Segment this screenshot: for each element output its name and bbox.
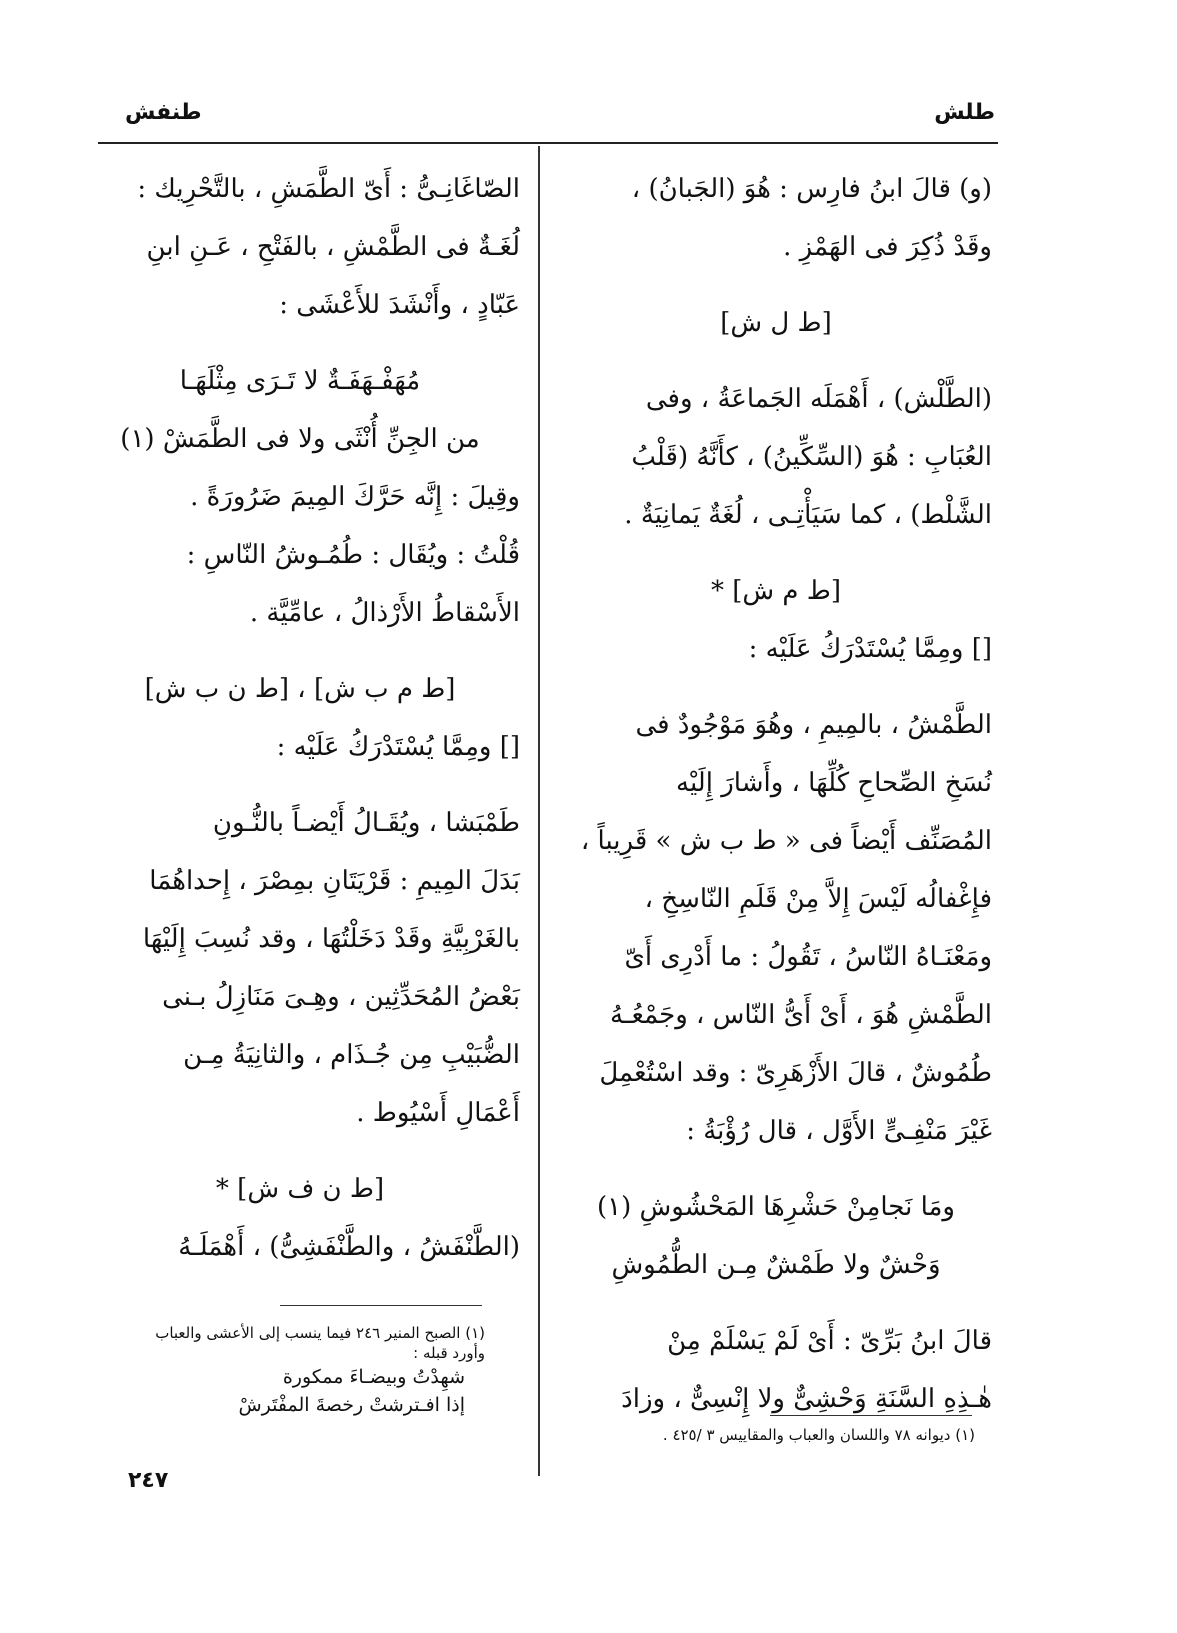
right-column <box>560 160 992 1428</box>
text-line: الأَسْقاطُ الأَرْذالُ ، عامِّيَّة . <box>249 598 520 628</box>
page-number: ٢٤٧ <box>128 1468 169 1493</box>
header-rule <box>98 142 998 144</box>
footnote-poem-line: إذا افـترشتْ رخصةَ المفْتَرشْ <box>238 1394 465 1416</box>
footnote-rule-left <box>280 1305 482 1306</box>
footnote-line: (١) الصبح المنير ٢٤٦ فيما ينسب إلى الأعشى والعباب <box>155 1324 485 1342</box>
text-line: بالغَرْبِيَّةِ وقَدْ دَخَلْتُهَا ، وقد نُسِبَ إِلَيْهَا <box>142 924 520 954</box>
text-line: قُلْتُ : ويُقَال : طُمُـوشُ النّاسِ : <box>186 540 520 570</box>
text-line: (الطَّنْفَشُ ، والطَّنْفَشِىُّ) ، أَهْمَلَـهُ <box>178 1232 520 1262</box>
text-line: المُصَنِّف أَيْضاً فى « ط ب ش » قَرِيباً ، <box>580 826 992 856</box>
verse-line: من الجِنِّ أُنْثَى ولا فى الطَّمَشْ (١) <box>120 424 480 454</box>
mustadrak-line: [] ومِمَّا يُسْتَدْرَكُ عَلَيْه : <box>276 732 520 762</box>
text-line: الطَّمْشِ هُوَ ، أَىْ أَىُّ النّاس ، وجَمْعُـهُ <box>610 1000 992 1030</box>
text-line: الشَّلْط) ، كما سَيَأْتِـى ، لُغَةٌ يَمانِيَةٌ . <box>624 500 992 530</box>
verse-line: مُهَفْـهَفَـةٌ لا تَـرَى مِثْلَهَـا <box>179 366 421 396</box>
entry-heading: [ط م ش] * <box>711 576 841 606</box>
mustadrak-line: [] ومِمَّا يُسْتَدْرَكُ عَلَيْه : <box>748 634 992 664</box>
text-line: الطَّمْشُ ، بالمِيمِ ، وهُوَ مَوْجُودٌ فى <box>635 710 992 740</box>
text-line: (و) قالَ ابنُ فارِس : هُوَ (الجَبانُ) ، <box>631 174 992 204</box>
text-line: طَمْبَشا ، ويُقَـالُ أَيْضـاً بالنُّـونِ <box>212 808 520 838</box>
text-line: طُمُوشٌ ، قالَ الأَزْهَرِىّ : وقد اسْتُعْمِلَ <box>599 1058 992 1088</box>
footnote-rule-right <box>770 1415 972 1416</box>
entry-heading: [ط م ب ش] ، [ط ن ب ش] <box>144 674 456 704</box>
text-line: أَعْمَالِ أَسْيُوط . <box>356 1098 520 1128</box>
text-line: غَيْرَ مَنْفِـىٍّ الأَوَّل ، قال رُؤْبَةُ : <box>686 1116 992 1146</box>
text-line: فإِغْفالُه لَيْسَ إِلاَّ مِنْ قَلَمِ النّاسِخِ ، <box>644 884 992 914</box>
text-line: وقِيلَ : إِنَّه حَرَّكَ المِيمَ ضَرُورَةً . <box>190 482 520 512</box>
footnote-left <box>70 1323 485 1419</box>
text-line: بَعْضُ المُحَدِّثِين ، وهِـىَ مَنَازِلُ بـنى <box>162 982 520 1012</box>
entry-heading: [ط ن ف ش] * <box>215 1174 385 1204</box>
text-line: الضُّبَيْبِ مِن جُـذَام ، والثانِيَةُ مِـن <box>183 1040 520 1070</box>
footnote-right: (١) ديوانه ٧٨ واللسان والعباب والمقاييس ٣ /٤٢٥ . <box>662 1426 975 1444</box>
left-column <box>80 160 520 1276</box>
verse-line: ومَا نَجامِنْ حَشْرِهَا المَحْشُوشِ (١) <box>597 1192 955 1222</box>
text-line: ومَعْنَـاهُ النّاسُ ، تَقُولُ : ما أَدْرِى أَىّ <box>624 942 992 972</box>
text-line: لُغَـةٌ فى الطَّمْشِ ، بالفَتْحِ ، عَـنِ ابنِ <box>146 232 520 262</box>
text-line: (الطَّلْش) ، أَهْمَلَه الجَماعَةُ ، وفى <box>645 384 992 414</box>
column-divider <box>538 146 540 1476</box>
entry-heading: [ط ل ش] <box>720 308 832 338</box>
text-line: قالَ ابنُ بَرِّىّ : أَىْ لَمْ يَسْلَمْ مِنْ <box>667 1326 992 1356</box>
text-line: بَدَلَ المِيمِ : قَرْيَتَانِ بمِصْرَ ، إِحداهُمَا <box>149 866 520 896</box>
text-line: هٰـذِهِ السَّنَةِ وَحْشِىٌّ ولا إِنْسِىٌّ ، وزادَ <box>621 1384 992 1414</box>
running-header-right: طلش <box>934 100 995 125</box>
text-line: العُبَابِ : هُوَ (السِّكِّينُ) ، كأَنَّهُ (قَلْبُ <box>631 442 992 472</box>
text-line: وقَدْ ذُكِرَ فى الهَمْزِ . <box>783 232 992 262</box>
footnote-line: وأورد قبله : <box>413 1344 485 1362</box>
running-header-left: طنفش <box>125 100 202 125</box>
verse-line: وَحْشٌ ولا طَمْشٌ مِـن الطُّمُوشِ <box>611 1250 941 1280</box>
text-line: نُسَخِ الصِّحاحِ كُلِّهَا ، وأَشارَ إِلَيْه <box>676 768 992 798</box>
text-line: عَبّادٍ ، وأَنْشَدَ للأَعْشَى : <box>279 290 520 320</box>
footnote-poem-line: شهِدْتُ وبيضـاءَ ممكورة <box>282 1366 465 1388</box>
text-line: الصّاغَانِـىُّ : أَىّ الطَّمَشِ ، بالتَّحْرِيك : <box>137 174 520 204</box>
